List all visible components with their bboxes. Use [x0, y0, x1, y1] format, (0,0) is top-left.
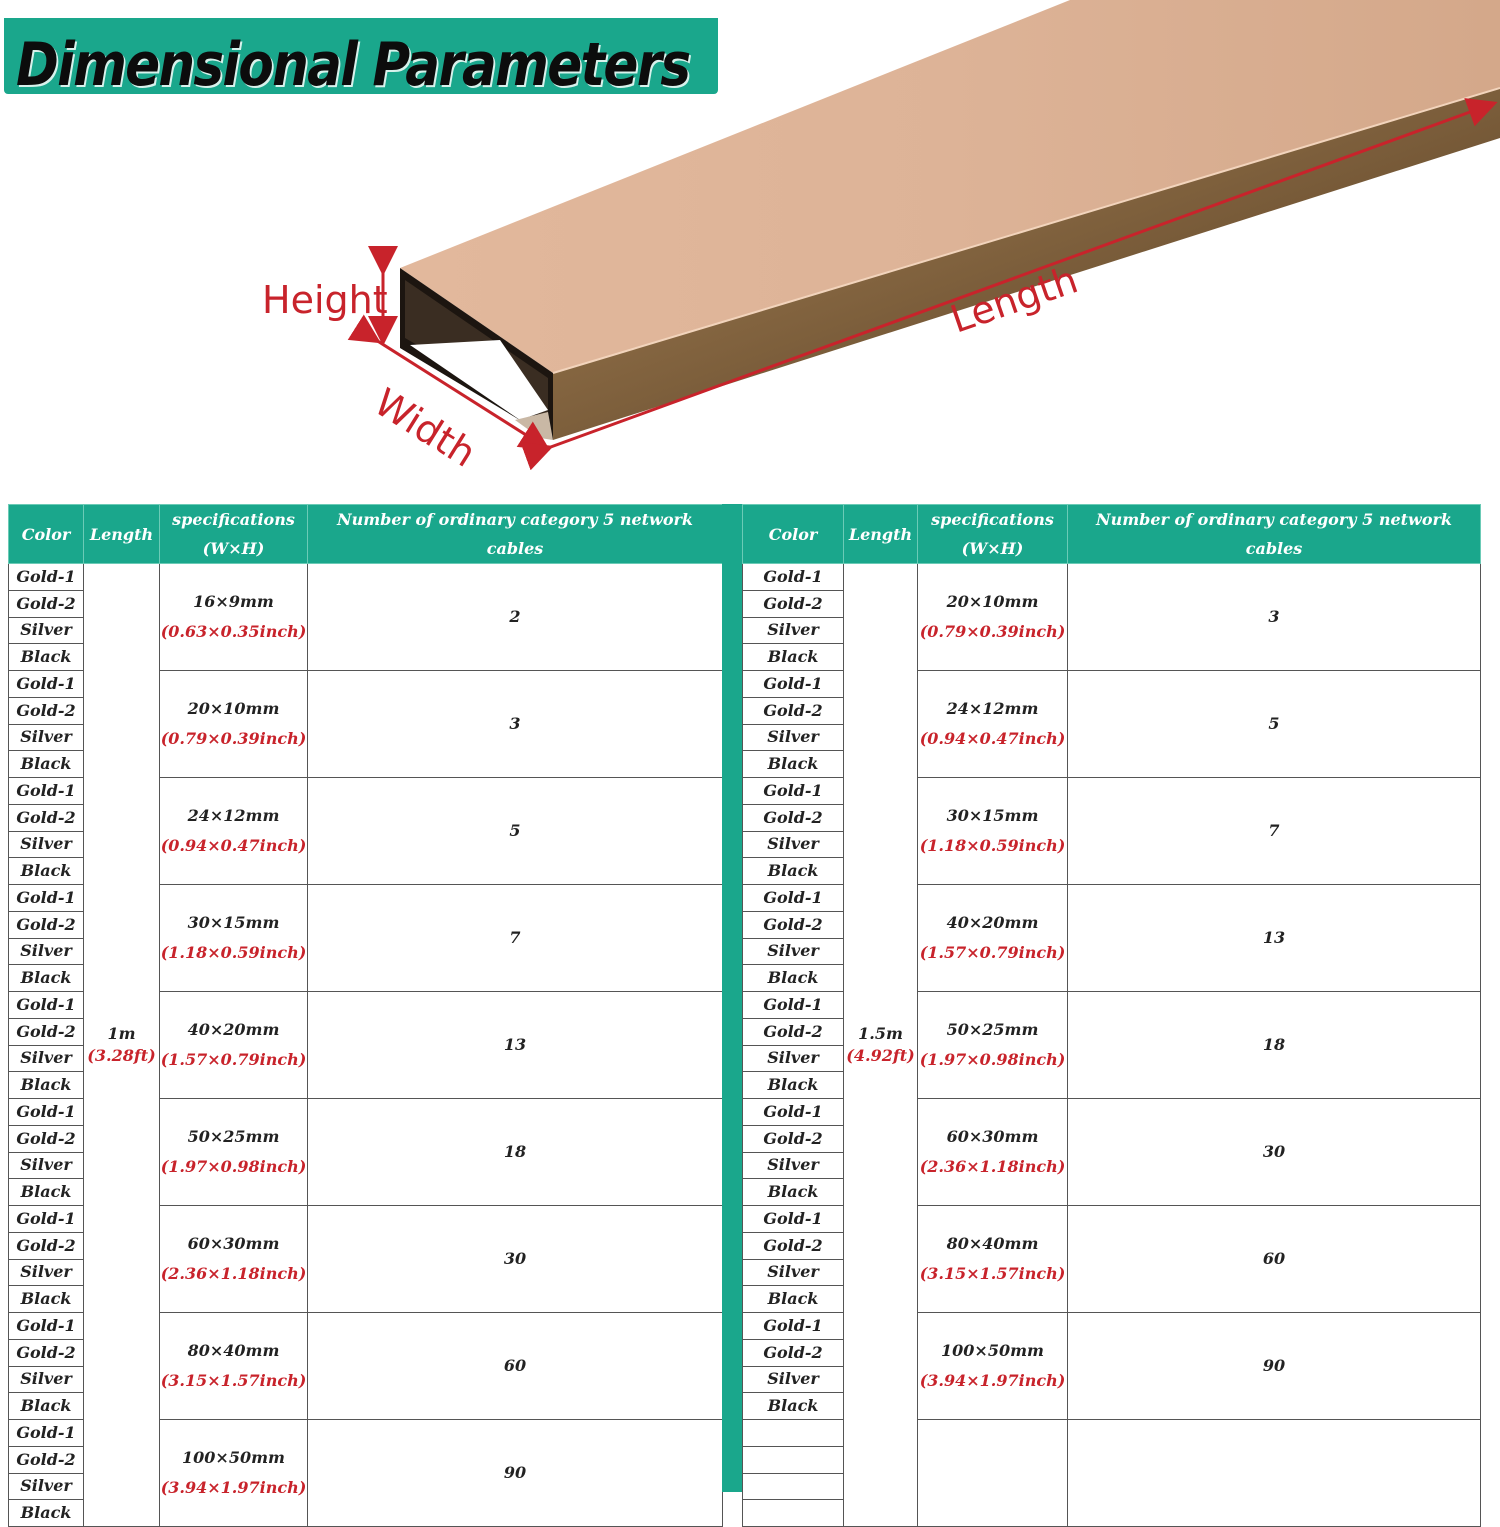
- color-cell: Black: [743, 965, 844, 992]
- spec-metric: 30×15mm: [187, 913, 280, 932]
- color-cell: [743, 1500, 844, 1527]
- spec-cell: [160, 1099, 308, 1206]
- spec-imperial: (1.18×0.59inch): [160, 943, 307, 962]
- spec-metric: 100×50mm: [941, 1341, 1044, 1360]
- table-row: [9, 564, 723, 591]
- length-header: Length: [84, 505, 160, 564]
- color-cell: Gold-1: [9, 1420, 84, 1447]
- height-label: Height: [262, 278, 388, 322]
- color-cell: Black: [9, 1179, 84, 1206]
- color-cell: Silver: [9, 938, 84, 965]
- color-cell: Gold-2: [9, 1018, 84, 1045]
- color-cell: Silver: [743, 1045, 844, 1072]
- cable-count-cell: [1068, 1420, 1481, 1527]
- spec-metric: 30×15mm: [946, 806, 1039, 825]
- color-header: Color: [9, 505, 84, 564]
- spec-imperial: (0.94×0.47inch): [919, 729, 1066, 748]
- spec-cell: [160, 992, 308, 1099]
- color-cell: Silver: [743, 1152, 844, 1179]
- color-cell: Gold-1: [743, 778, 844, 805]
- color-cell: Black: [9, 858, 84, 885]
- spec-header: specifications (W×H): [918, 505, 1068, 564]
- spec-imperial: (3.94×1.97inch): [919, 1371, 1066, 1390]
- page-title: Dimensional Parameters: [16, 30, 690, 100]
- color-cell: Black: [743, 858, 844, 885]
- spec-metric: 50×25mm: [187, 1127, 280, 1146]
- color-cell: Gold-1: [9, 778, 84, 805]
- color-cell: Black: [9, 644, 84, 671]
- cable-count-cell: 13: [1068, 885, 1481, 992]
- spec-metric: 60×30mm: [187, 1234, 280, 1253]
- cable-count-cell: 2: [308, 564, 723, 671]
- color-cell: Silver: [9, 724, 84, 751]
- spec-imperial: (3.15×1.57inch): [160, 1371, 307, 1390]
- channel-profile-illustration: [0, 0, 1500, 470]
- width-label: Width: [366, 380, 484, 476]
- color-cell: Black: [9, 965, 84, 992]
- cable-count-cell: 5: [308, 778, 723, 885]
- spec-cell: [160, 778, 308, 885]
- cable-count-cell: 18: [1068, 992, 1481, 1099]
- color-cell: Gold-2: [9, 1125, 84, 1152]
- spec-imperial: (0.63×0.35inch): [160, 622, 307, 641]
- color-cell: Gold-2: [743, 590, 844, 617]
- color-cell: Gold-2: [743, 1232, 844, 1259]
- color-cell: Gold-1: [9, 564, 84, 591]
- spec-cell: [918, 564, 1068, 671]
- count-header: Number of ordinary category 5 network cables: [1068, 505, 1481, 564]
- color-cell: Silver: [9, 617, 84, 644]
- cable-count-cell: 60: [1068, 1206, 1481, 1313]
- cable-count-cell: 60: [308, 1313, 723, 1420]
- color-header: Color: [743, 505, 844, 564]
- cable-count-cell: 18: [308, 1099, 723, 1206]
- spec-metric: 24×12mm: [946, 699, 1039, 718]
- spec-metric: 80×40mm: [946, 1234, 1039, 1253]
- color-cell: Silver: [9, 1473, 84, 1500]
- cable-count-cell: 3: [308, 671, 723, 778]
- color-cell: Gold-1: [743, 1099, 844, 1126]
- color-cell: [743, 1473, 844, 1500]
- table-divider: [722, 504, 742, 1492]
- cable-count-cell: 7: [1068, 778, 1481, 885]
- color-cell: Gold-1: [9, 1313, 84, 1340]
- color-cell: Silver: [743, 938, 844, 965]
- count-header: Number of ordinary category 5 network cables: [308, 505, 723, 564]
- color-cell: Gold-1: [743, 1206, 844, 1233]
- color-cell: Silver: [743, 1366, 844, 1393]
- spec-cell: [160, 1313, 308, 1420]
- color-cell: [743, 1420, 844, 1447]
- color-cell: Gold-2: [9, 1232, 84, 1259]
- color-cell: Gold-1: [9, 992, 84, 1019]
- color-cell: Gold-1: [9, 1099, 84, 1126]
- spec-imperial: (1.97×0.98inch): [919, 1050, 1066, 1069]
- color-cell: Gold-1: [743, 671, 844, 698]
- color-cell: Gold-1: [9, 885, 84, 912]
- color-cell: Gold-2: [743, 1018, 844, 1045]
- spec-imperial: (1.97×0.98inch): [160, 1157, 307, 1176]
- color-cell: Gold-2: [743, 911, 844, 938]
- spec-imperial: (0.79×0.39inch): [919, 622, 1066, 641]
- color-cell: Silver: [9, 831, 84, 858]
- spec-cell: [918, 1420, 1068, 1527]
- color-cell: Black: [743, 1179, 844, 1206]
- length-cell: [84, 564, 160, 1527]
- spec-cell: [160, 1420, 308, 1527]
- color-cell: Black: [743, 751, 844, 778]
- color-cell: Black: [9, 1500, 84, 1527]
- spec-metric: 100×50mm: [182, 1448, 285, 1467]
- color-cell: Gold-2: [743, 804, 844, 831]
- color-cell: Gold-2: [9, 590, 84, 617]
- color-cell: Gold-2: [743, 697, 844, 724]
- cable-count-cell: 30: [308, 1206, 723, 1313]
- spec-header: specifications (W×H): [160, 505, 308, 564]
- spec-table-1-5m: [742, 504, 1481, 1527]
- spec-metric: 80×40mm: [187, 1341, 280, 1360]
- spec-imperial: (2.36×1.18inch): [919, 1157, 1066, 1176]
- spec-cell: [918, 671, 1068, 778]
- spec-imperial: (1.18×0.59inch): [919, 836, 1066, 855]
- spec-cell: [160, 1206, 308, 1313]
- spec-metric: 40×20mm: [946, 913, 1039, 932]
- length-label: Length: [945, 257, 1084, 342]
- cable-count-cell: 7: [308, 885, 723, 992]
- color-cell: Gold-2: [743, 1339, 844, 1366]
- color-cell: Silver: [9, 1366, 84, 1393]
- color-cell: Silver: [743, 617, 844, 644]
- length-cell: [844, 564, 918, 1527]
- length-metric: 1.5m: [858, 1024, 903, 1043]
- spec-metric: 60×30mm: [946, 1127, 1039, 1146]
- spec-imperial: (1.57×0.79inch): [160, 1050, 307, 1069]
- length-imperial: (3.28ft): [87, 1046, 156, 1065]
- color-cell: Gold-2: [9, 804, 84, 831]
- spec-cell: [160, 885, 308, 992]
- color-cell: Black: [9, 751, 84, 778]
- color-cell: Silver: [9, 1259, 84, 1286]
- spec-metric: 20×10mm: [187, 699, 280, 718]
- spec-metric: 24×12mm: [187, 806, 280, 825]
- length-header: Length: [844, 505, 918, 564]
- color-cell: Gold-1: [743, 1313, 844, 1340]
- color-cell: Silver: [9, 1045, 84, 1072]
- color-cell: Gold-1: [743, 885, 844, 912]
- spec-cell: [918, 1099, 1068, 1206]
- cable-count-cell: 90: [1068, 1313, 1481, 1420]
- color-cell: Black: [743, 1286, 844, 1313]
- color-cell: Gold-1: [9, 1206, 84, 1233]
- color-cell: Silver: [743, 831, 844, 858]
- spec-cell: [918, 1206, 1068, 1313]
- spec-imperial: (1.57×0.79inch): [919, 943, 1066, 962]
- color-cell: Gold-2: [9, 697, 84, 724]
- spec-imperial: (0.79×0.39inch): [160, 729, 307, 748]
- color-cell: Black: [9, 1286, 84, 1313]
- color-cell: Gold-1: [9, 671, 84, 698]
- color-cell: Gold-2: [9, 1339, 84, 1366]
- spec-cell: [160, 671, 308, 778]
- cable-count-cell: 13: [308, 992, 723, 1099]
- cable-count-cell: 5: [1068, 671, 1481, 778]
- color-cell: Gold-1: [743, 564, 844, 591]
- color-cell: Black: [9, 1072, 84, 1099]
- spec-imperial: (3.94×1.97inch): [160, 1478, 307, 1497]
- length-metric: 1m: [107, 1024, 136, 1043]
- spec-table-1m: [8, 504, 723, 1527]
- spec-metric: 50×25mm: [946, 1020, 1039, 1039]
- color-cell: Gold-2: [9, 911, 84, 938]
- color-cell: Silver: [9, 1152, 84, 1179]
- spec-imperial: (0.94×0.47inch): [160, 836, 307, 855]
- spec-cell: [918, 885, 1068, 992]
- color-cell: Gold-2: [9, 1446, 84, 1473]
- spec-cell: [918, 992, 1068, 1099]
- spec-metric: 16×9mm: [193, 592, 274, 611]
- spec-imperial: (3.15×1.57inch): [919, 1264, 1066, 1283]
- color-cell: [743, 1446, 844, 1473]
- color-cell: Silver: [743, 724, 844, 751]
- color-cell: Silver: [743, 1259, 844, 1286]
- spec-metric: 40×20mm: [187, 1020, 280, 1039]
- cable-count-cell: 3: [1068, 564, 1481, 671]
- cable-count-cell: 30: [1068, 1099, 1481, 1206]
- length-imperial: (4.92ft): [846, 1046, 915, 1065]
- color-cell: Black: [9, 1393, 84, 1420]
- color-cell: Gold-1: [743, 992, 844, 1019]
- color-cell: Black: [743, 1393, 844, 1420]
- spec-imperial: (2.36×1.18inch): [160, 1264, 307, 1283]
- spec-cell: [160, 564, 308, 671]
- color-cell: Black: [743, 644, 844, 671]
- cable-count-cell: 90: [308, 1420, 723, 1527]
- color-cell: Black: [743, 1072, 844, 1099]
- spec-cell: [918, 778, 1068, 885]
- color-cell: Gold-2: [743, 1125, 844, 1152]
- spec-cell: [918, 1313, 1068, 1420]
- spec-metric: 20×10mm: [946, 592, 1039, 611]
- table-row: [743, 564, 1481, 591]
